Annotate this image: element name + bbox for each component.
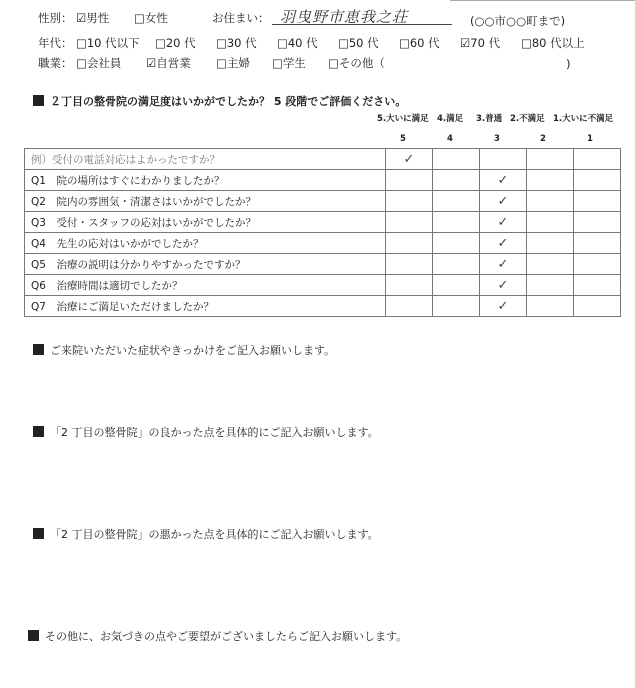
- age-option-60s[interactable]: □60 代: [399, 36, 440, 50]
- row-label-q2: Q2 院内の雰囲気・清潔さはいかがでしたか？: [25, 191, 386, 212]
- age-label: 年代：: [38, 36, 73, 50]
- check-cell[interactable]: [574, 254, 621, 275]
- good-points-answer-area[interactable]: [33, 442, 613, 522]
- age-option-50s[interactable]: □50 代: [338, 36, 379, 50]
- check-cell[interactable]: [433, 170, 480, 191]
- check-cell[interactable]: [433, 233, 480, 254]
- job-option-self-employed[interactable]: ☑自営業: [146, 56, 191, 70]
- check-cell[interactable]: [527, 233, 574, 254]
- check-cell[interactable]: [480, 149, 527, 170]
- top-border-line: [450, 0, 635, 1]
- check-cell[interactable]: ✓: [480, 233, 527, 254]
- job-option-other[interactable]: □その他（: [328, 56, 385, 70]
- check-cell[interactable]: [386, 233, 433, 254]
- check-cell[interactable]: ✓: [480, 254, 527, 275]
- table-row: [25, 149, 621, 170]
- check-cell[interactable]: ✓: [480, 275, 527, 296]
- check-cell[interactable]: [574, 191, 621, 212]
- check-cell[interactable]: [527, 212, 574, 233]
- row-label-q1: Q1 院の場所はすぐにわかりましたか？: [25, 170, 386, 191]
- rating-label-5: 5.大いに満足: [377, 114, 429, 124]
- row-label-q3: Q3 受付・スタッフの応対はいかがでしたか？: [25, 212, 386, 233]
- check-cell[interactable]: [433, 149, 480, 170]
- check-cell[interactable]: ✓: [480, 170, 527, 191]
- check-cell[interactable]: [527, 254, 574, 275]
- address-hint: (○○市○○町まで): [470, 14, 566, 28]
- check-cell[interactable]: [386, 275, 433, 296]
- check-cell[interactable]: [433, 254, 480, 275]
- check-cell[interactable]: [527, 275, 574, 296]
- square-bullet-icon: [33, 528, 44, 539]
- gender-label: 性別：: [38, 11, 73, 25]
- age-option-10s[interactable]: □10 代以下: [76, 36, 140, 50]
- check-cell[interactable]: [574, 296, 621, 317]
- check-cell[interactable]: [527, 296, 574, 317]
- age-option-40s[interactable]: □40 代: [277, 36, 318, 50]
- job-option-housewife[interactable]: □主婦: [216, 56, 250, 70]
- table-row: [25, 275, 621, 296]
- age-option-20s[interactable]: □20 代: [155, 36, 196, 50]
- check-cell[interactable]: [433, 212, 480, 233]
- rating-label-4: 4.満足: [437, 114, 464, 124]
- rating-number-4: 4: [447, 134, 453, 144]
- table-row: [25, 191, 621, 212]
- rating-label-2: 2.不満足: [510, 114, 545, 124]
- row-label-q4: Q4 先生の応対はいかがでしたか？: [25, 233, 386, 254]
- row-label-q6: Q6 治療時間は適切でしたか？: [25, 275, 386, 296]
- rating-label-1: 1.大いに不満足: [553, 114, 614, 124]
- check-cell[interactable]: [386, 296, 433, 317]
- address-field[interactable]: [272, 6, 452, 25]
- check-cell[interactable]: ✓: [480, 296, 527, 317]
- address-handwritten-value: 羽曳野市恵我之荘: [280, 8, 409, 26]
- bad-points-answer-area[interactable]: [33, 544, 613, 624]
- table-row: [25, 170, 621, 191]
- row-label-q5: Q5 治療の説明は分かりやすかったですか？: [25, 254, 386, 275]
- check-cell[interactable]: [433, 275, 480, 296]
- check-cell[interactable]: [574, 275, 621, 296]
- check-cell[interactable]: ✓: [480, 191, 527, 212]
- check-cell[interactable]: [527, 170, 574, 191]
- square-bullet-icon: [28, 630, 39, 641]
- check-cell[interactable]: [574, 170, 621, 191]
- job-other-close: ): [566, 57, 571, 71]
- square-bullet-icon: [33, 95, 44, 106]
- rating-number-1: 1: [587, 134, 593, 144]
- check-cell[interactable]: [574, 212, 621, 233]
- address-label: お住まい：: [212, 11, 270, 25]
- check-cell[interactable]: [433, 296, 480, 317]
- row-label-example: 例）受付の電話対応はよかったですか？: [25, 149, 386, 170]
- satisfaction-question: ２丁目の整骨院の満足度はいかがでしたか？ 5 段階でご評価ください。: [33, 93, 406, 109]
- section-bad-points: 「2 丁目の整骨院」の悪かった点を具体的にご記入お願いします。: [33, 526, 379, 542]
- check-cell[interactable]: ✓: [480, 212, 527, 233]
- square-bullet-icon: [33, 344, 44, 355]
- table-row: [25, 296, 621, 317]
- square-bullet-icon: [33, 426, 44, 437]
- section-symptoms: ご来院いただいた症状やきっかけをご記入お願いします。: [33, 342, 335, 358]
- job-option-student[interactable]: □学生: [272, 56, 306, 70]
- gender-female-checkbox[interactable]: □女性: [134, 11, 168, 25]
- check-cell[interactable]: [433, 191, 480, 212]
- survey-table: [24, 148, 621, 317]
- age-option-30s[interactable]: □30 代: [216, 36, 257, 50]
- check-cell[interactable]: [386, 191, 433, 212]
- table-row: [25, 254, 621, 275]
- check-cell[interactable]: [386, 212, 433, 233]
- rating-number-5: 5: [400, 134, 406, 144]
- age-option-70s[interactable]: ☑70 代: [460, 36, 501, 50]
- check-cell[interactable]: [574, 149, 621, 170]
- check-cell[interactable]: [527, 191, 574, 212]
- job-label: 職業：: [38, 56, 73, 70]
- section-good-points: 「2 丁目の整骨院」の良かった点を具体的にご記入お願いします。: [33, 424, 379, 440]
- rating-number-3: 3: [494, 134, 500, 144]
- other-requests-answer-area[interactable]: [28, 646, 613, 682]
- age-option-80s[interactable]: □80 代以上: [521, 36, 585, 50]
- check-cell[interactable]: [386, 170, 433, 191]
- section-other-requests: その他に、お気づきの点やご要望がございましたらご記入お願いします。: [28, 628, 407, 644]
- table-row: [25, 233, 621, 254]
- check-cell[interactable]: [386, 254, 433, 275]
- check-cell[interactable]: [574, 233, 621, 254]
- rating-label-3: 3.普通: [476, 114, 503, 124]
- job-option-company[interactable]: □会社員: [76, 56, 122, 70]
- table-row: [25, 212, 621, 233]
- row-label-q7: Q7 治療にご満足いただけましたか？: [25, 296, 386, 317]
- rating-number-2: 2: [540, 134, 546, 144]
- gender-male-checkbox[interactable]: ☑男性: [76, 11, 110, 25]
- check-cell[interactable]: ✓: [386, 149, 433, 170]
- symptoms-answer-area[interactable]: [33, 360, 613, 420]
- check-cell[interactable]: [527, 149, 574, 170]
